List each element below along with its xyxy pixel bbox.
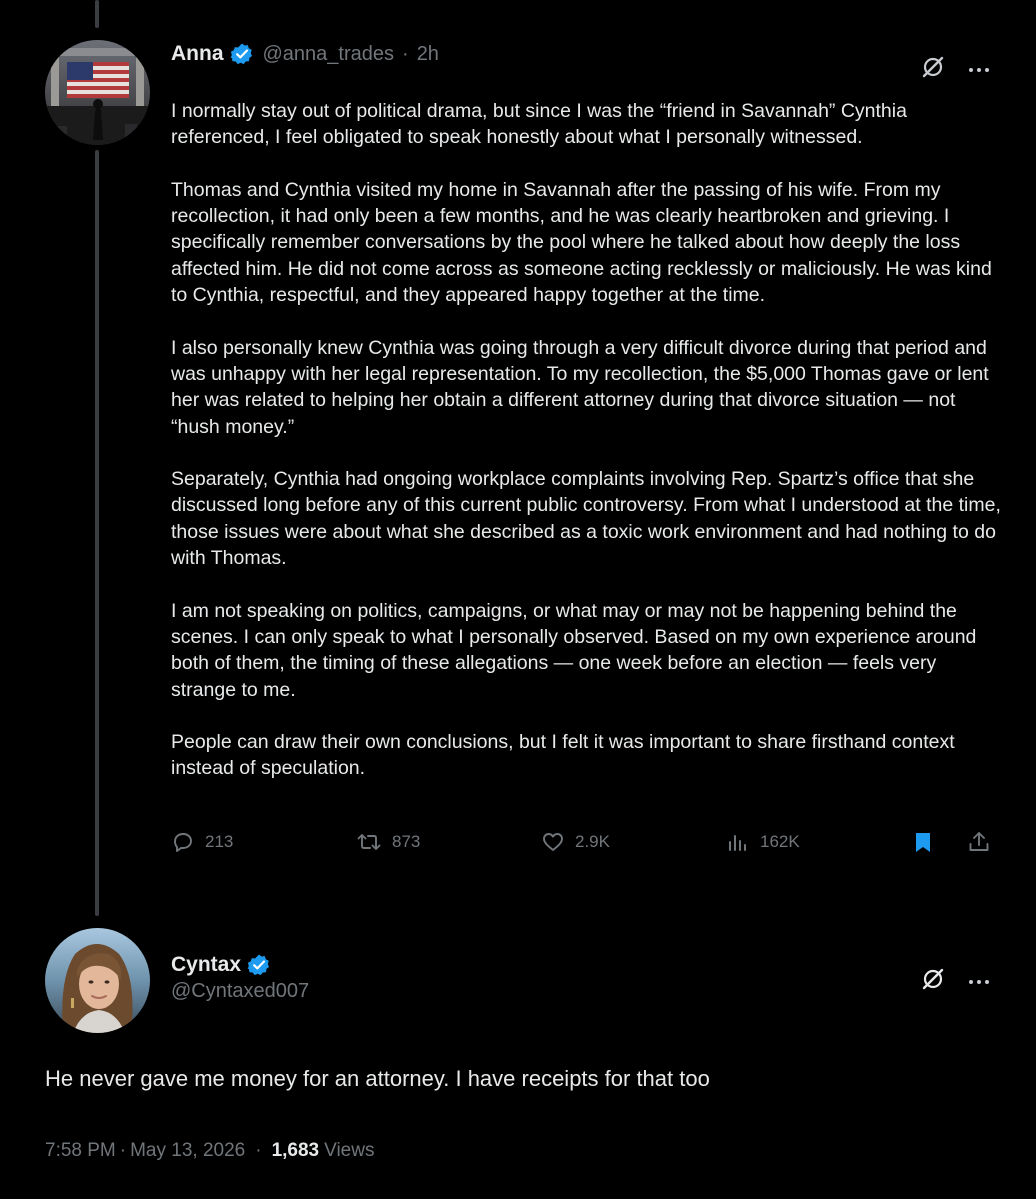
author-name[interactable]: Anna [171, 42, 224, 65]
more-icon[interactable] [968, 974, 990, 992]
bookmark-button[interactable] [911, 826, 945, 858]
thread-line-top [95, 0, 99, 28]
like-icon [541, 830, 565, 854]
verified-badge-icon[interactable] [230, 42, 254, 66]
post2-header [171, 953, 271, 977]
views-icon [726, 830, 750, 854]
post1-action-bar [171, 826, 1001, 858]
views-count: 162K [760, 832, 800, 851]
author-name[interactable]: Cyntax [171, 953, 242, 976]
more-icon[interactable] [968, 62, 990, 80]
grok-icon[interactable] [921, 967, 945, 996]
repost-count: 873 [392, 832, 421, 851]
like-button[interactable] [541, 826, 610, 858]
post-paragraph: I am not speaking on politics, campaigns, or what may or may not be happening behind the scenes. I can only speak to what I personally observed. Based on my own experience around both of them, the timing of these allegations — one week before an election — feels very strange to me. [171, 599, 977, 701]
separator-dot: · [119, 1140, 127, 1161]
share-button[interactable] [967, 826, 1001, 858]
anna-avatar[interactable] [45, 40, 150, 145]
post-paragraph: People can draw their own conclusions, but I felt it was important to share firsthand context instead of speculation. [171, 731, 955, 780]
reply-icon [171, 830, 195, 854]
post2-text: He never gave me money for an attorney. I have receipts for that too [45, 1066, 710, 1091]
views-count: 1,683 [271, 1140, 320, 1161]
repost-button[interactable] [356, 826, 420, 858]
post2-meta [45, 1140, 374, 1162]
reply-button[interactable] [171, 826, 233, 858]
like-count: 2.9K [575, 832, 610, 851]
reply-count: 213 [205, 832, 234, 851]
post-paragraph: Separately, Cynthia had ongoing workplace complaints involving Rep. Spartz’s office that she discussed long before any of this current public controversy. From what I understood at the time, those issues were about what she described as a toxic work environment and had nothing to do with Thomas. [171, 468, 1001, 570]
separator-dot: · [255, 1140, 262, 1161]
verified-badge-icon[interactable] [247, 953, 271, 977]
cyntax-avatar[interactable] [45, 928, 150, 1033]
post-date[interactable]: May 13, 2026 [130, 1140, 246, 1161]
author-handle[interactable]: @anna_trades [262, 42, 395, 65]
bookmark-icon [911, 830, 935, 854]
post1-header [171, 40, 439, 68]
separator-dot: · [402, 42, 409, 65]
views-label: Views [324, 1140, 375, 1161]
author-handle[interactable]: @Cyntaxed007 [171, 980, 310, 1002]
grok-icon[interactable] [921, 55, 945, 84]
share-icon [967, 830, 991, 854]
views-button[interactable] [726, 826, 800, 858]
post-time[interactable]: 7:58 PM [45, 1140, 116, 1161]
repost-icon [356, 830, 382, 854]
post-paragraph: Thomas and Cynthia visited my home in Savannah after the passing of his wife. From my recollection, it had only been a few months, and he was clearly heartbroken and grieving. I specifically remember conversations by the pool where he talked about how deeply the loss affected him. He did not come across as someone acting recklessly or maliciously. He was kind to Cynthia, respectful, and they appeared happy together at the time. [171, 178, 992, 307]
post-paragraph: I also personally knew Cynthia was going through a very difficult divorce during that period and was unhappy with her legal representation. To my recollection, the $5,000 Thomas gave or lent her was related to helping her obtain a different attorney during that divorce situation — not “hush money.” [171, 336, 989, 438]
post1-text [171, 98, 1001, 782]
post-time[interactable]: 2h [416, 42, 439, 65]
post-paragraph: I normally stay out of political drama, but since I was the “friend in Savannah” Cynthia referenced, I feel obligated to speak honestly about what I personally witnessed. [171, 100, 907, 149]
thread-connector-line [95, 150, 99, 916]
